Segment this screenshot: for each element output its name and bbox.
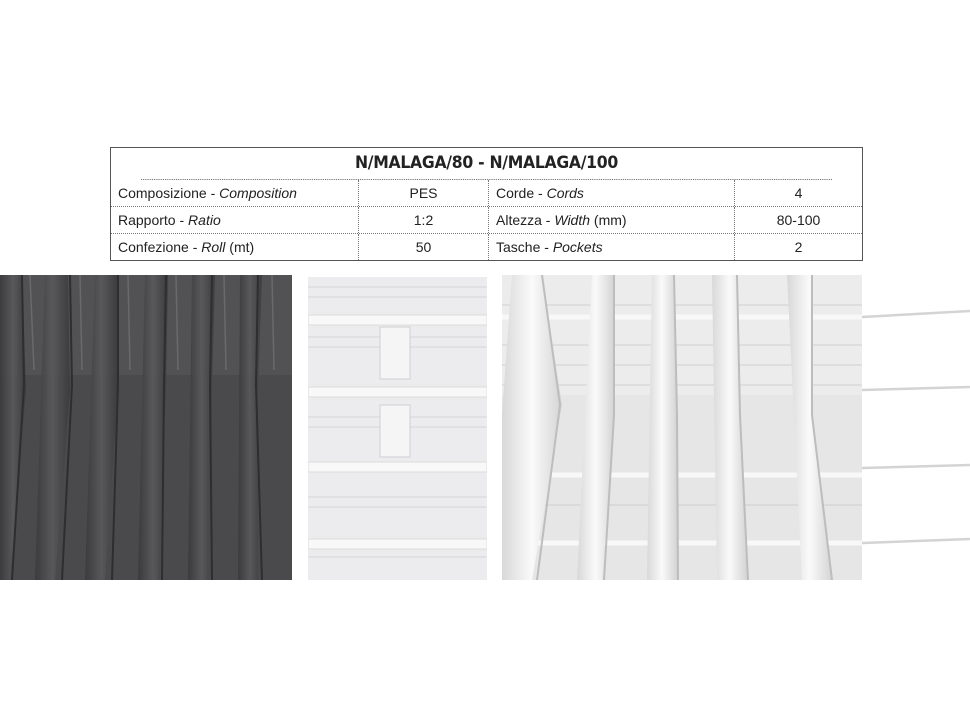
spec-table: [110, 147, 863, 261]
label-en: Cords: [546, 185, 584, 201]
label-unit: (mm): [590, 212, 627, 228]
pockets-value: 2: [794, 239, 803, 255]
width-label: [489, 207, 735, 233]
cords-value: 4: [794, 185, 803, 201]
roll-label: [111, 234, 359, 260]
label-en: Roll: [201, 239, 226, 255]
cords-photo: [862, 295, 970, 565]
product-title: N/MALAGA/80 - N/MALAGA/100: [141, 148, 832, 180]
spec-row: [111, 180, 862, 206]
label-en: Width: [554, 212, 591, 228]
spec-row: [111, 206, 862, 233]
label-it: Confezione -: [118, 239, 202, 255]
pleated-curtain-photo: [0, 275, 292, 580]
label-it: Rapporto -: [118, 212, 189, 228]
label-it: Tasche -: [496, 239, 553, 255]
label-en: Pockets: [552, 239, 603, 255]
spec-row: [111, 233, 862, 260]
ratio-label: [111, 207, 359, 233]
composition-value: PES: [359, 180, 489, 206]
pockets-label: [489, 234, 735, 260]
label-it: Corde -: [496, 185, 547, 201]
composition-label: [111, 180, 359, 206]
label-en: Composition: [219, 185, 297, 201]
curtain-tape-photo: [308, 277, 487, 580]
ratio-value: 1:2: [359, 207, 489, 233]
label-it: Composizione -: [118, 185, 220, 201]
width-value: 80-100: [776, 212, 821, 228]
label-unit: (mt): [225, 239, 255, 255]
label-en: Ratio: [188, 212, 221, 228]
cords-label: [489, 180, 735, 206]
pleated-tape-photo: [502, 275, 862, 580]
roll-value: 50: [359, 234, 489, 260]
label-it: Altezza -: [496, 212, 555, 228]
